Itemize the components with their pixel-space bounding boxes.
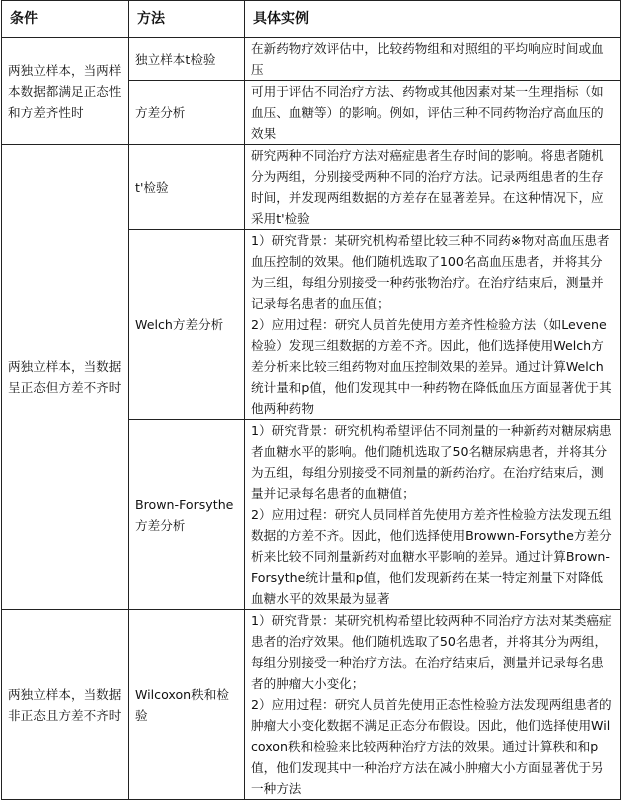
method-cell: t'检验 [129, 145, 245, 230]
condition-cell: 两独立样本，当数据非正态且方差不齐时 [2, 610, 129, 800]
method-cell: 方差分析 [129, 81, 245, 145]
example-paragraph: 1）研究背景：某研究机构希望比较三种不同药※物对高血压患者血压控制的效果。他们随机选取了100名高血压患者，并将其分为三组，每组分别接受一种药张物治疗。在治疗结束后，测量并记录每名患者的血压值； [251, 233, 610, 311]
example-cell [245, 230, 621, 420]
example-paragraph: 可用于评估不同治疗方法、药物或其他因素对某一生理指标（如血压、血糖等）的影响。例如，评估三种不同药物治疗高血压的效果 [251, 84, 604, 141]
example-paragraph: 研究两种不同治疗方法对癌症患者生存时间的影响。将患者随机分为两组，分别接受两种不同的治疗方法。记录两组患者的生存时间，并发现两组数据的方差存在显著差异。在这种情况下，应采用t'检验 [251, 148, 604, 226]
table-row [2, 145, 621, 230]
method-cell: 独立样本t检验 [129, 38, 245, 81]
method-cell: Brown-Forsythe方差分析 [129, 420, 245, 610]
example-cell [245, 81, 621, 145]
condition-cell: 两独立样本，当两样本数据都满足正态性和方差齐性时 [2, 38, 129, 145]
header-row [2, 1, 621, 38]
example-cell [245, 420, 621, 610]
example-cell [245, 145, 621, 230]
example-paragraph: 2）应用过程：研究人员首先使用方差齐性检验方法（如Levene检验）发现三组数据的方差不齐。因此，他们选择使用Welch方差分析来比较三组药物对血压控制效果的差异。通过计算Welch统计量和p值，他们发现其中一种药物在降低血压方面显著优于其他两种药物 [251, 317, 612, 416]
methods-table [1, 0, 621, 800]
method-cell: Wilcoxon秩和检验 [129, 610, 245, 800]
table-row [2, 38, 621, 81]
header-condition: 条件 [2, 1, 129, 38]
table-row [2, 610, 621, 800]
header-example: 具体实例 [245, 1, 621, 38]
method-cell: Welch方差分析 [129, 230, 245, 420]
example-paragraph: 1）研究背景：某研究机构希望比较两种不同治疗方法对某类癌症患者的治疗效果。他们随机选取了50名患者，并将其分为两组，每组分别接受一种治疗方法。在治疗结束后，测量并记录每名患者的肿瘤大小变化； [251, 613, 612, 691]
example-paragraph: 2）应用过程：研究人员同样首先使用方差齐性检验方法发现五组数据的方差不齐。因此，他们选择使用Browwn-Forsythe方差分析来比较不同剂量新药对血糖水平影响的差异。通过计算Brown-Forsythe统计量和p值，他们发现新药在某一特定剂量下对降低血糖水平的效果最为显著 [251, 507, 612, 606]
condition-cell: 两独立样本，当数据呈正态但方差不齐时 [2, 145, 129, 610]
example-cell [245, 610, 621, 800]
header-method: 方法 [129, 1, 245, 38]
example-cell [245, 38, 621, 81]
example-paragraph: 2）应用过程：研究人员首先使用正态性检验方法发现两组患者的肿瘤大小变化数据不满足正态分布假设。因此，他们选择使用Wilcoxon秩和检验来比较两种治疗方法的效果。通过计算秩和和p值，他们发现其中一种治疗方法在减小肿瘤大小方面显著优于另一种方法 [251, 697, 612, 796]
example-paragraph: 在新药物疗效评估中，比较药物组和对照组的平均响应时间或血压 [251, 41, 604, 77]
example-paragraph: 1）研究背景：研究机构希望评估不同剂量的一种新药对糖尿病患者血糖水平的影响。他们随机选取了50名糖尿病患者，并将其分为五组，每组分别接受不同剂量的新药治疗。在治疗结束后，测量并记录每名患者的血糖值； [251, 423, 612, 501]
